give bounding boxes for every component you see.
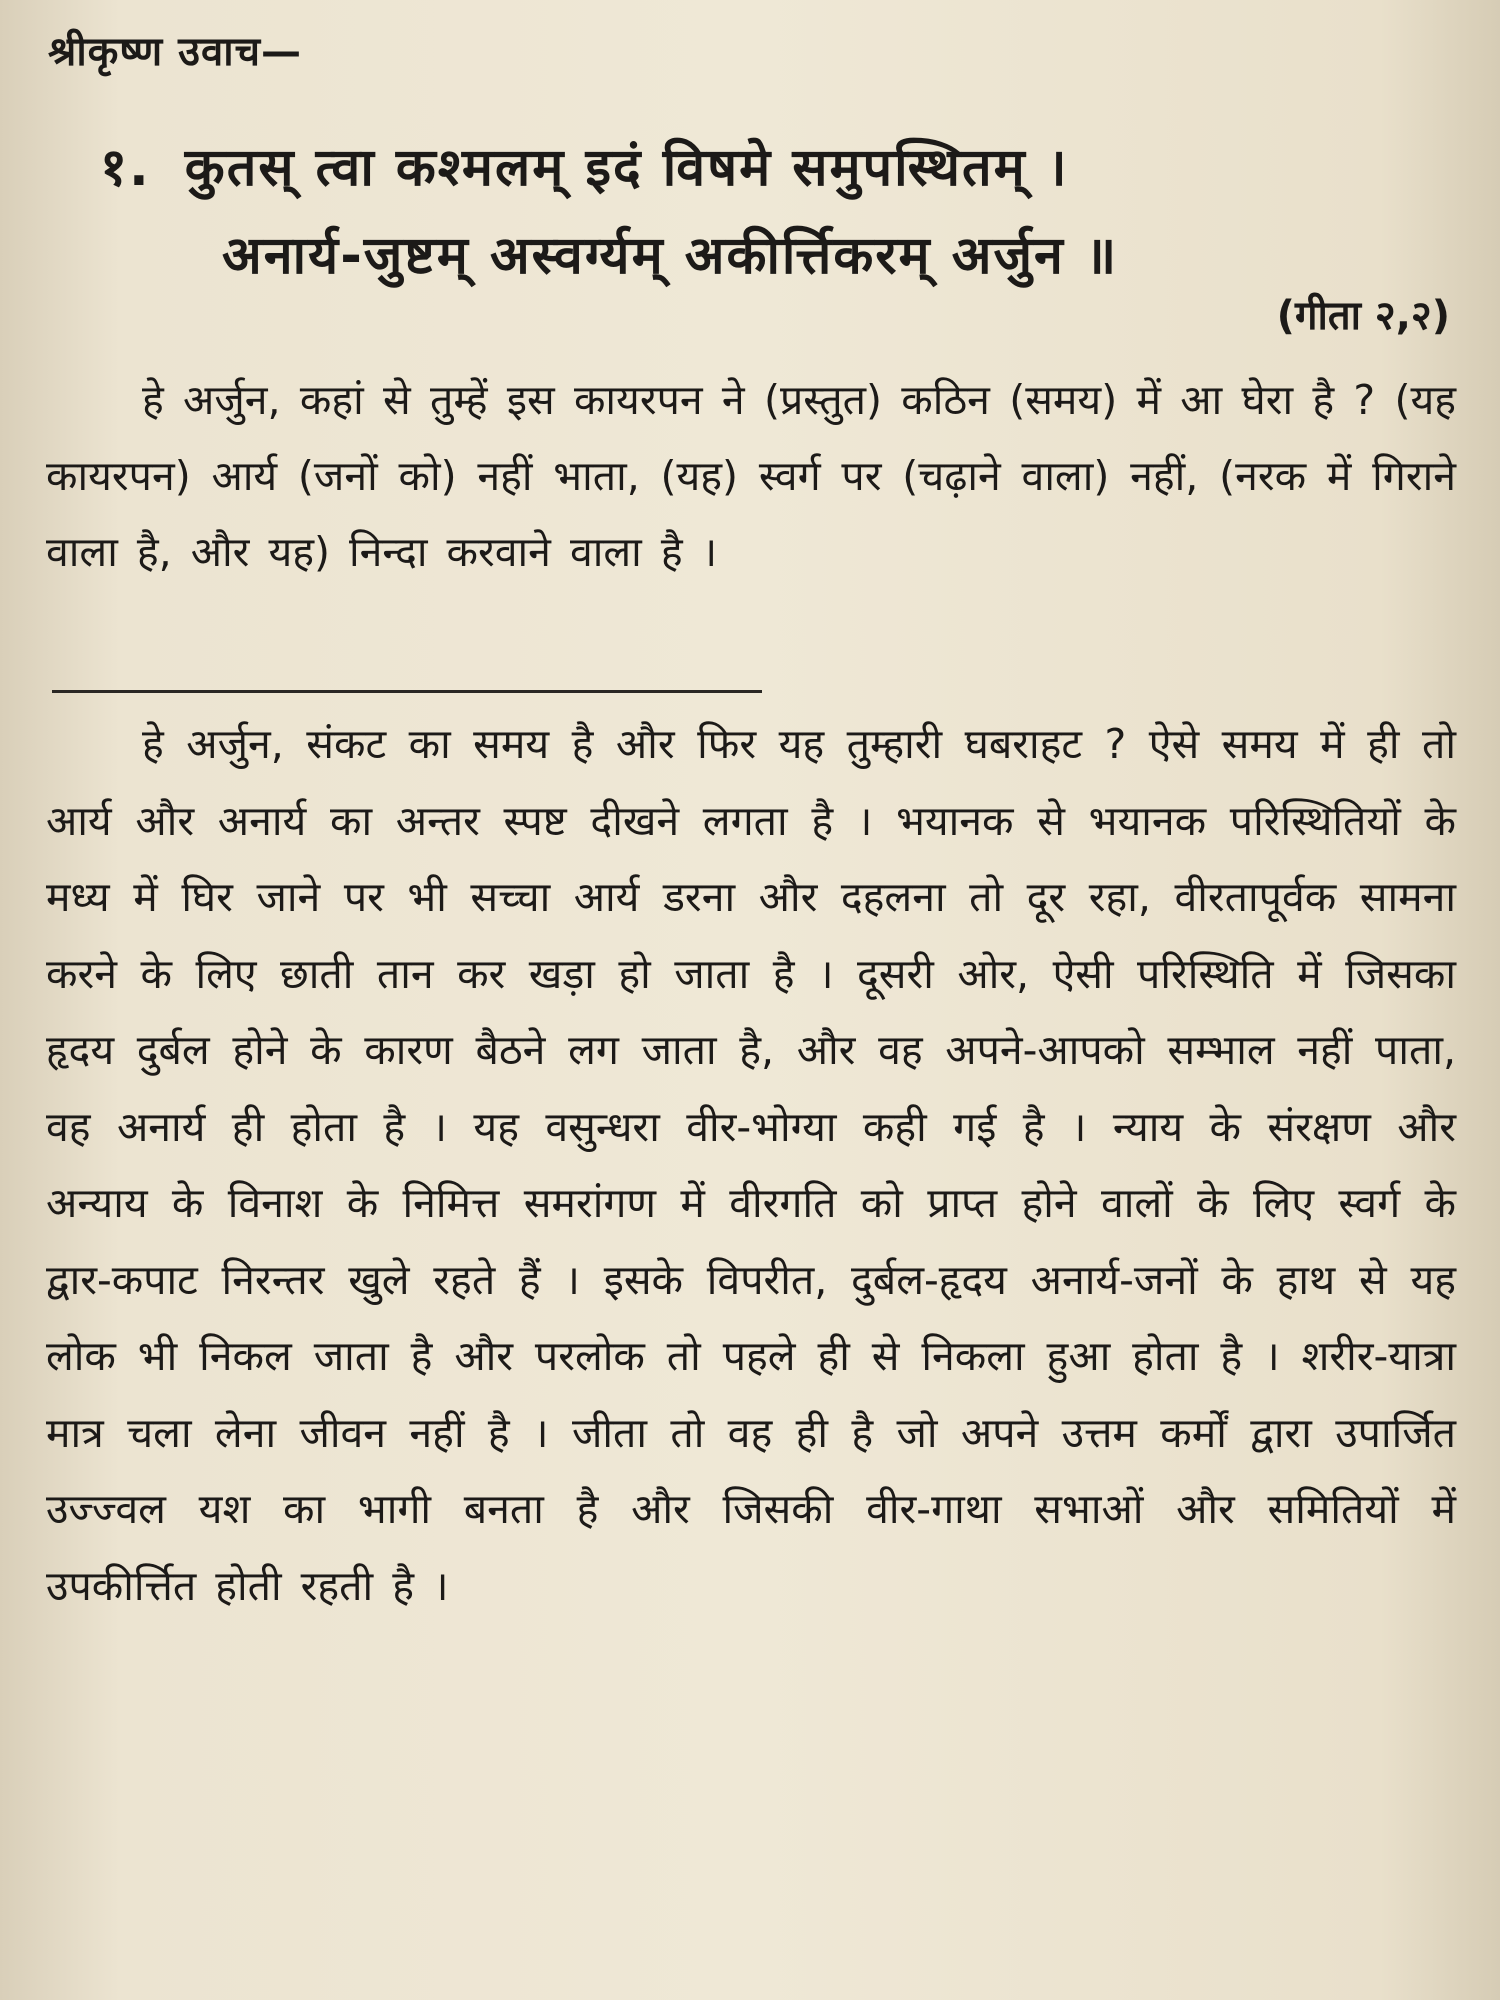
section-divider	[52, 690, 762, 693]
verse-number: १.	[100, 138, 151, 198]
speaker-heading: श्रीकृष्ण उवाच—	[48, 29, 303, 75]
translation-paragraph: हे अर्जुन, कहां से तुम्हें इस कायरपन ने (प्रस्तुत) कठिन (समय) में आ घेरा है ? (यह कायरपन) आर्य (जनों को) नहीं भाता, (यह) स्वर्ग पर (चढ़ाने वाला) नहीं, (नरक में गिराने वाला है, और यह) निन्दा करवाने वाला है ।	[46, 376, 1456, 576]
verse-reference: (गीता २,२)	[1276, 293, 1450, 339]
verse-text-1: कुतस् त्वा कश्मलम् इदं विषमे समुपस्थितम् ।	[184, 138, 1069, 198]
commentary-paragraph: हे अर्जुन, संकट का समय है और फिर यह तुम्हारी घबराहट ? ऐसे समय में ही तो आर्य और अनार्य का अन्तर स्पष्ट दीखने लगता है । भयानक से भयानक परिस्थितियों के मध्य में घिर जाने पर भी सच्चा आर्य डरना और दहलना तो दूर रहा, वीरतापूर्वक सामना करने के लिए छाती तान कर खड़ा हो जाता है । दूसरी ओर, ऐसी परिस्थिति में जिसका हृदय दुर्बल होने के कारण बैठने लग जाता है, और वह अपने-आपको सम्भाल नहीं पाता, वह अनार्य ही होता है । यह वसुन्धरा वीर-भोग्या कही गई है । न्याय के संरक्षण और अन्याय के विनाश के निमित्त समरांगण में वीरगति को प्राप्त होने वालों के लिए स्वर्ग के द्वार-कपाट निरन्तर खुले रहते हैं । इसके विपरीत, दुर्बल-हृदय अनार्य-जनों के हाथ से यह लोक भी निकल जाता है और परलोक तो पहले ही से निकला हुआ होता है । शरीर-यात्रा मात्र चला लेना जीवन नहीं है । जीता तो वह ही है जो अपने उत्तम कर्मों द्वारा उपार्जित उज्ज्वल यश का भागी बनता है और जिसकी वीर-गाथा सभाओं और समितियों में उपकीर्त्तित होती रहती है ।	[46, 720, 1456, 1610]
verse-line-2: अनार्य-जुष्टम् अस्वर्ग्यम् अकीर्त्तिकरम् अर्जुन ॥	[222, 226, 1119, 286]
verse-line-1	[100, 130, 1069, 201]
